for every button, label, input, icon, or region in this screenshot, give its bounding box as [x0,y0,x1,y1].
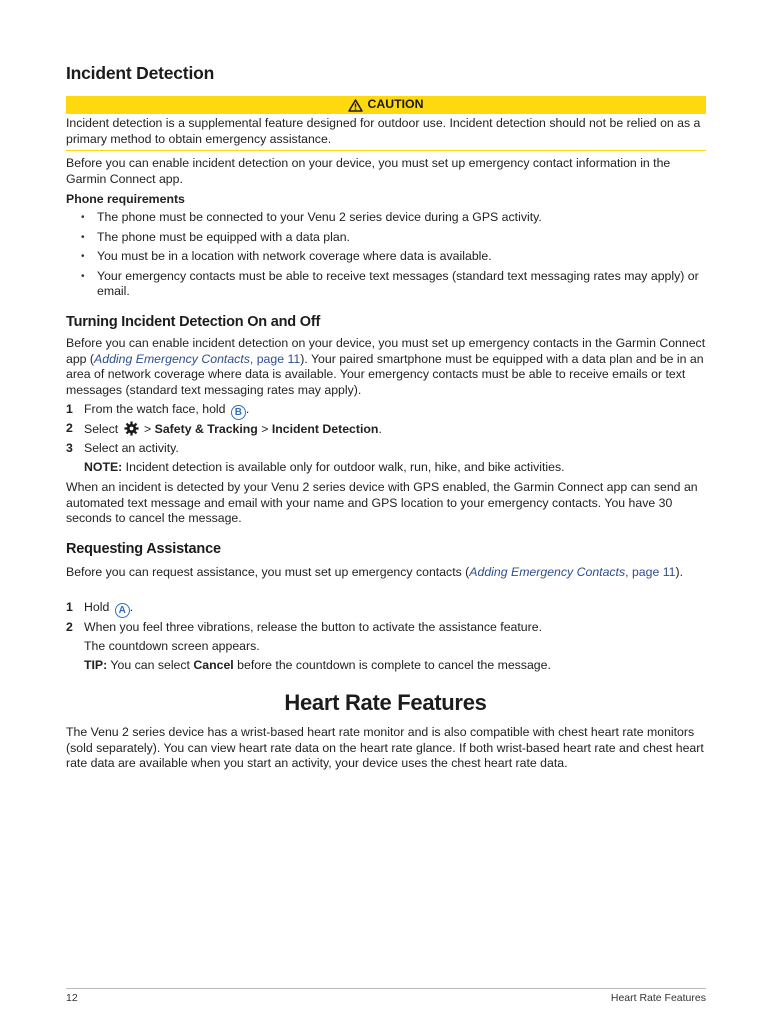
footer-section: Heart Rate Features [610,992,706,1004]
phone-requirements-list [66,210,706,304]
caution-divider [66,150,706,151]
note: NOTE: Incident detection is available only for outdoor walk, run, hike, and bike activities. [84,460,565,474]
phone-requirements-heading: Phone requirements [66,192,185,206]
page-reference-link[interactable]: , page 11 [249,351,301,366]
list-item: • The phone must be connected to your Venu 2 series device during a GPS activity. [66,210,706,226]
chapter-title-heart-rate: Heart Rate Features [284,690,487,715]
heart-rate-body: The Venu 2 series device has a wrist-based heart rate monitor and is also compatible with chest heart rate monitors (sold separately). You can view heart rate data on the heart rate glance. If both wrist-based heart rate and chest heart rate data are available when you start an activity, your device uses the chest heart rate data. [66,725,704,770]
section-title-incident-detection: Incident Detection [66,63,215,83]
list-item: • You must be in a location with network coverage where data is available. [66,249,706,265]
page-number: 12 [66,992,78,1004]
caution-text: Incident detection is a supplemental feature designed for outdoor use. Incident detection should not be relied on as a primary method to obtain emergency assistance. [66,116,701,146]
incident-detected-text: When an incident is detected by your Venu 2 series device with GPS enabled, the Garmin Connect app can send an automated text message and email with your name and GPS location to your emergency contacts. You have 30 seconds to cancel the message. [66,480,698,525]
step-result: The countdown screen appears. [84,639,260,653]
warning-triangle-icon [348,99,363,112]
caution-label: CAUTION [367,97,424,112]
turning-intro: Before you can enable incident detection on your device, you must set up emergency contacts in the Garmin Connect app (Adding Emergency Contacts, page 11). Your paired smartphone must be equipped with a data plan and be in an area of network coverage where data is available. Your emergency contacts must be able to receive emails or text messages (standard text messaging rates may apply). [66,336,706,397]
button-a-icon: A [115,603,130,618]
list-item: • Your emergency contacts must be able to receive text messages (standard text messaging rates may apply) or email. [66,269,706,300]
footer-divider [66,988,706,989]
page-reference-link[interactable]: , page 11 [625,565,676,579]
caution-banner [66,96,706,114]
section-title-turning-on-off: Turning Incident Detection On and Off [66,314,321,330]
gear-icon [124,421,139,436]
requesting-intro: Before you can request assistance, you must set up emergency contacts (Adding Emergency Contacts, page 11). [66,565,684,579]
tip: TIP: You can select Cancel before the countdown is complete to cancel the message. [84,658,551,672]
adding-emergency-contacts-link[interactable]: Adding Emergency Contacts [94,351,250,366]
button-b-icon: B [231,405,246,420]
incident-intro: Before you can enable incident detection on your device, you must set up emergency contact information in the Garmin Connect app. [66,156,671,186]
adding-emergency-contacts-link[interactable]: Adding Emergency Contacts [469,565,626,579]
section-title-requesting-assistance: Requesting Assistance [66,541,221,557]
list-item: • The phone must be equipped with a data plan. [66,230,706,246]
